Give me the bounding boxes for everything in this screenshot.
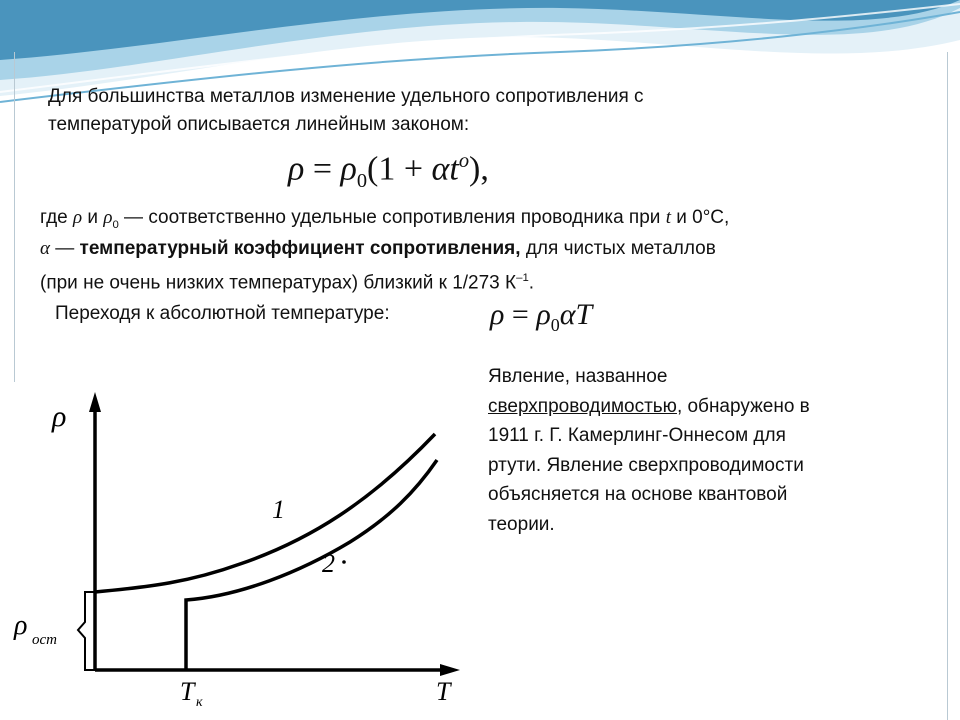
curve-1-label: 1 — [272, 495, 285, 524]
where-rho: ρ — [73, 207, 83, 228]
where-text-g: . — [528, 272, 535, 294]
where-line-3 — [40, 264, 534, 297]
where-sub0: 0 — [112, 218, 119, 231]
where-dash: — — [49, 238, 80, 259]
where-sup-minus1: –1 — [516, 272, 529, 284]
where-text-c: — соответственно удельные сопротивления проводника при — [118, 207, 666, 228]
super-line-3: 1911 г. Г. Камерлинг-Оннесом для — [488, 425, 786, 446]
abs-formula-eq: = — [504, 298, 537, 331]
super-line-4: ртути. Явление сверхпроводимости — [488, 454, 804, 476]
where-text-e: для чистых металлов — [520, 238, 716, 259]
intro-line-2: температурой описывается линейным законом: — [48, 114, 470, 135]
where-rho0: ρ — [103, 207, 113, 228]
super-line-2 — [488, 392, 810, 422]
super-line-5: объясняется на основе квантовой — [488, 484, 788, 505]
absolute-temperature-label: Переходя к абсолютной температуре: — [55, 303, 390, 324]
temperature-coefficient-term: температурный коэффициент сопротивления, — [79, 238, 521, 259]
where-line-1 — [40, 204, 729, 239]
formula-sub0: 0 — [356, 170, 368, 193]
tc-sub: к — [196, 695, 203, 710]
where-alpha: α — [40, 238, 50, 259]
formula-eq: = — [304, 150, 341, 188]
x-axis-label: T — [436, 677, 451, 706]
where-text-b: и — [82, 207, 104, 228]
superconductivity-link[interactable]: сверхпроводимостью — [488, 395, 677, 417]
abs-formula-rho: ρ — [490, 298, 505, 331]
super-line-1: Явление, названное — [488, 366, 668, 387]
super-line-6: теории. — [488, 513, 555, 535]
formula-alpha-t: αt — [431, 150, 459, 188]
resistance-temperature-graph — [0, 382, 470, 720]
absolute-formula — [490, 298, 592, 336]
where-text-f: (при не очень низких температурах) близкий к 1/273 К — [40, 272, 517, 294]
abs-formula-alpha-t: αT — [559, 298, 593, 331]
where-text-d: и 0°С, — [670, 207, 730, 228]
formula-sup-o: o — [458, 150, 470, 172]
tc-label: T — [180, 677, 195, 706]
rho-residual-sub: ост — [32, 632, 57, 648]
superconductivity-paragraph — [488, 362, 810, 539]
curve-2-dot — [342, 560, 346, 564]
where-text-a: где — [40, 207, 74, 228]
where-line-2 — [40, 235, 716, 263]
rho-residual-label: ρ — [14, 610, 28, 641]
formula-rho: ρ — [288, 150, 305, 188]
super-line-2-rest: , обнаружено в — [676, 395, 810, 417]
abs-formula-sub0: 0 — [550, 315, 560, 335]
formula-paren-open: (1 + — [367, 150, 432, 188]
formula-rho0: ρ — [340, 150, 357, 188]
resistivity-formula — [288, 150, 489, 193]
abs-formula-rho0: ρ — [536, 298, 551, 331]
formula-paren-close: ), — [469, 150, 489, 188]
y-axis-label: ρ — [52, 400, 67, 433]
curve-2-label: 2 — [322, 549, 335, 578]
where-t: t — [665, 207, 671, 228]
intro-line-1: Для большинства металлов изменение удельного сопротивления с — [48, 86, 644, 107]
